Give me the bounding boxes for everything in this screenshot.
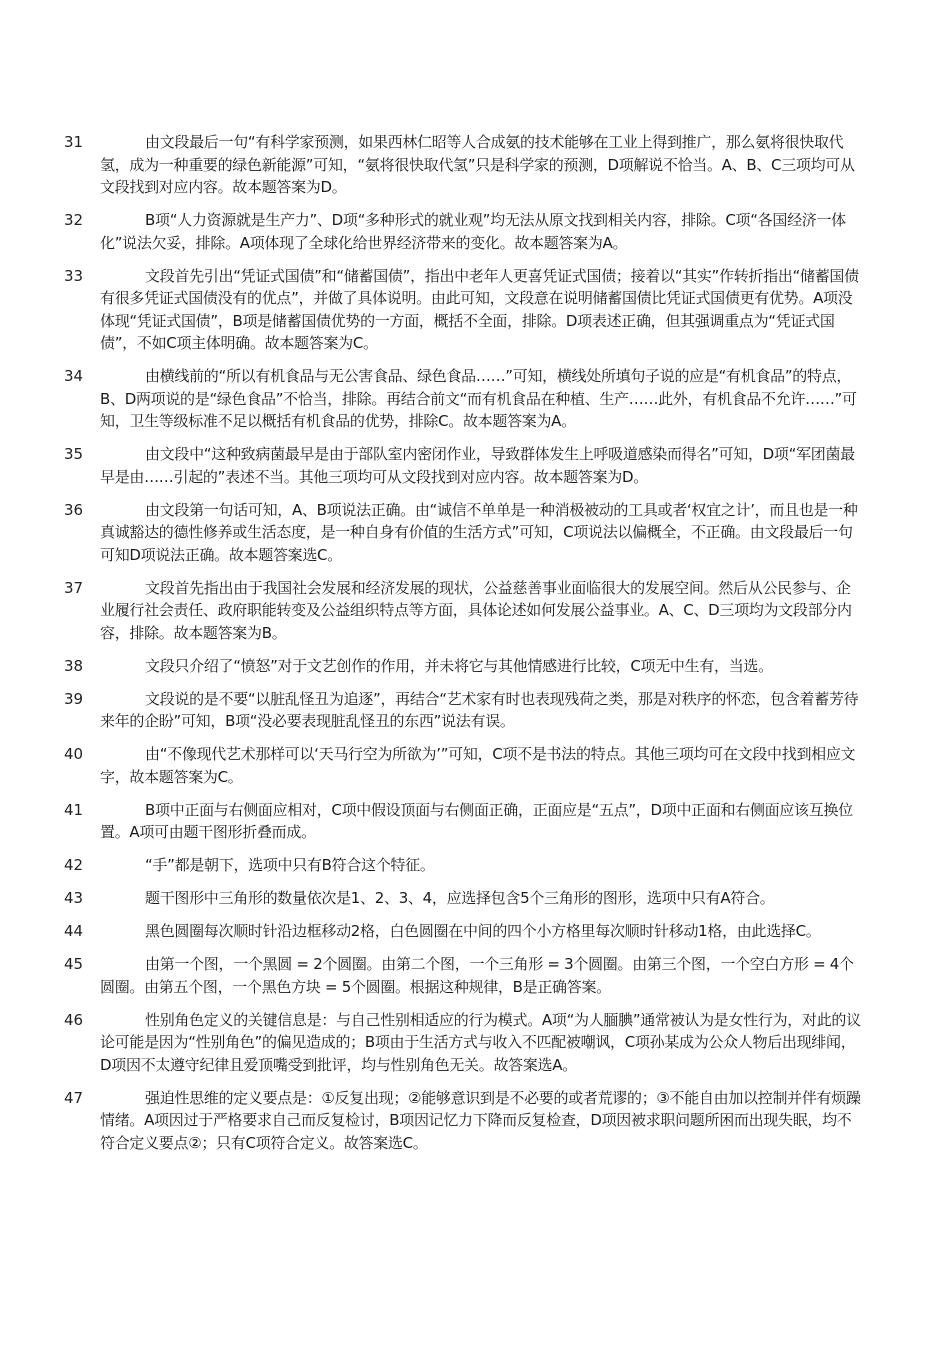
explanation-text: 黑色圆圈每次顺时针沿边框移动2格，白色圆圈在中间的四个小方格里每次顺时针移动1格，由此选择C。 <box>145 922 821 940</box>
question-number: 38 <box>64 656 84 675</box>
explanation-text: 文段首先引出“凭证式国债”和“储蓄国债”，指出中老年人更喜凭证式国债；接着以“其实”作转折指出“储蓄国债有很多凭证式国债没有的优点”，并做了具体说明。由此可知，文段意在说明储蓄国债比凭证式国债更有优势。A项没体现“凭证式国债”，B项是储蓄国债优势的一方面，概括不全面，排除。D项表述正确，但其强调重点为“凭证式国债”，不如C项主体明确。故本题答案为C。 <box>100 266 859 352</box>
explanation-text: 由文段第一句话可知，A、B项说法正确。由“诚信不单单是一种消极被动的工具或者‘权宜之计’，而且也是一种真诚豁达的德性修养或生活态度，是一种自身有价值的生活方式”可知，C项说法以偏概全，不正确。由文段最后一句可知D项说法正确。故本题答案选C。 <box>100 500 858 564</box>
question-number: 47 <box>64 1088 84 1107</box>
explanation-text: B项中正面与右侧面应相对，C项中假设顶面与右侧面正确，正面应是“五点”，D项中正面和右侧面应该互换位置。A项可由题干图形折叠而成。 <box>100 800 853 841</box>
answer-item-43 <box>64 887 864 910</box>
answer-explanation-list <box>64 131 864 1165</box>
answer-item-33 <box>64 265 864 355</box>
question-number: 37 <box>64 578 84 597</box>
answer-item-36 <box>64 499 864 567</box>
question-number: 40 <box>64 745 84 763</box>
explanation-text: 文段首先指出由于我国社会发展和经济发展的现状，公益慈善事业面临很大的发展空间。然后从公民参与、企业履行社会责任、政府职能转变及公益组织特点等方面，具体论述如何发展公益事业。A、C、D三项均为文段部分内容，排除。故本题答案为B。 <box>100 578 852 642</box>
answer-item-40 <box>64 743 864 788</box>
answer-item-37 <box>64 577 864 645</box>
answer-item-32 <box>64 209 864 254</box>
explanation-text: “手”都是朝下，选项中只有B符合这个特征。 <box>145 856 435 874</box>
explanation-text: 题干图形中三角形的数量依次是1、2、3、4，应选择包含5个三角形的图形，选项中只有A符合。 <box>145 889 775 907</box>
explanation-text: 由文段最后一句“有科学家预测，如果西林仁昭等人合成氨的技术能够在工业上得到推广，那么氨将很快取代氢，成为一种重要的绿色新能源”可知，“氨将很快取代氢”只是科学家的预测，D项解说不恰当。A、B、C三项均可从文段找到对应内容。故本题答案为D。 <box>100 133 855 196</box>
answer-item-45 <box>64 953 864 998</box>
explanation-text: 文段只介绍了“愤怒”对于文艺创作的作用，并未将它与其他情感进行比较，C项无中生有，当选。 <box>145 656 773 675</box>
question-number: 31 <box>64 133 84 151</box>
answer-item-47 <box>64 1087 864 1155</box>
answer-item-34 <box>64 365 864 433</box>
question-number: 36 <box>64 500 84 519</box>
question-number: 34 <box>64 367 84 385</box>
explanation-text: 强迫性思维的定义要点是：①反复出现；②能够意识到是不必要的或者荒谬的；③不能自由加以控制并伴有烦躁情绪。A项因过于严格要求自己而反复检讨，B项因记忆力下降而反复检查，D项因被求职问题所困而出现失眠，均不符合定义要点②；只有C项符合定义。故答案选C。 <box>100 1088 861 1152</box>
explanation-text: 由文段中“这种致病菌最早是由于部队室内密闭作业，导致群体发生上呼吸道感染而得名”可知，D项“军团菌最早是由……引起的”表述不当。其他三项均可从文段找到对应内容。故本题答案为D。 <box>100 445 855 486</box>
explanation-text: 文段说的是不要“以脏乱怪丑为追逐”，再结合“艺术家有时也表现残荷之类，那是对秩序的怀恋，包含着蓄芳待来年的企盼”可知，B项“没必要表现脏乱怪丑的东西”说法有误。 <box>100 689 859 730</box>
answer-item-38 <box>64 655 864 678</box>
question-number: 32 <box>64 211 84 229</box>
question-number: 45 <box>64 955 84 973</box>
explanation-text: 由第一个图，一个黑圆 = 2个圆圈。由第二个图，一个三角形 = 3个圆圈。由第三个图，一个空白方形 = 4个圆圈。由第五个图，一个黑色方块 = 5个圆圈。根据这种规律，B是正确答案。 <box>100 955 854 996</box>
question-number: 46 <box>64 1010 84 1029</box>
explanation-text: 由“不像现代艺术那样可以‘天马行空为所欲为’”可知，C项不是书法的特点。其他三项均可在文段中找到相应文字，故本题答案为C。 <box>100 745 856 786</box>
answer-item-44 <box>64 920 864 943</box>
question-number: 42 <box>64 856 84 874</box>
question-number: 44 <box>64 922 84 940</box>
question-number: 43 <box>64 889 84 907</box>
explanation-text: 由横线前的“所以有机食品与无公害食品、绿色食品……”可知，横线处所填句子说的应是“有机食品”的特点，B、D两项说的是“绿色食品”不恰当，排除。再结合前文“而有机食品在种植、生产……此外，有机食品不允许……”可知，卫生等级标准不足以概括有机食品的优势，排除C。故本题答案为A。 <box>100 367 857 430</box>
question-number: 39 <box>64 689 84 708</box>
explanation-text: 性别角色定义的关键信息是：与自己性别相适应的行为模式。A项“为人腼腆”通常被认为是女性行为，对此的议论可能是因为“性别角色”的偏见造成的；B项由于生活方式与收入不匹配被嘲讽，C项孙某成为公众人物后出现绯闻，D项因不太遵守纪律且爱顶嘴受到批评，均与性别角色无关。故答案选A。 <box>100 1010 861 1074</box>
answer-item-42 <box>64 854 864 877</box>
answer-item-46 <box>64 1009 864 1077</box>
answer-item-41 <box>64 799 864 844</box>
answer-item-35 <box>64 443 864 488</box>
answer-item-39 <box>64 688 864 733</box>
question-number: 41 <box>64 800 84 819</box>
answer-item-31 <box>64 131 864 199</box>
question-number: 33 <box>64 266 84 285</box>
question-number: 35 <box>64 445 84 463</box>
explanation-text: B项“人力资源就是生产力”、D项“多种形式的就业观”均无法从原文找到相关内容，排除。C项“各国经济一体化”说法欠妥，排除。A项体现了全球化给世界经济带来的变化。故本题答案为A。 <box>100 211 846 252</box>
